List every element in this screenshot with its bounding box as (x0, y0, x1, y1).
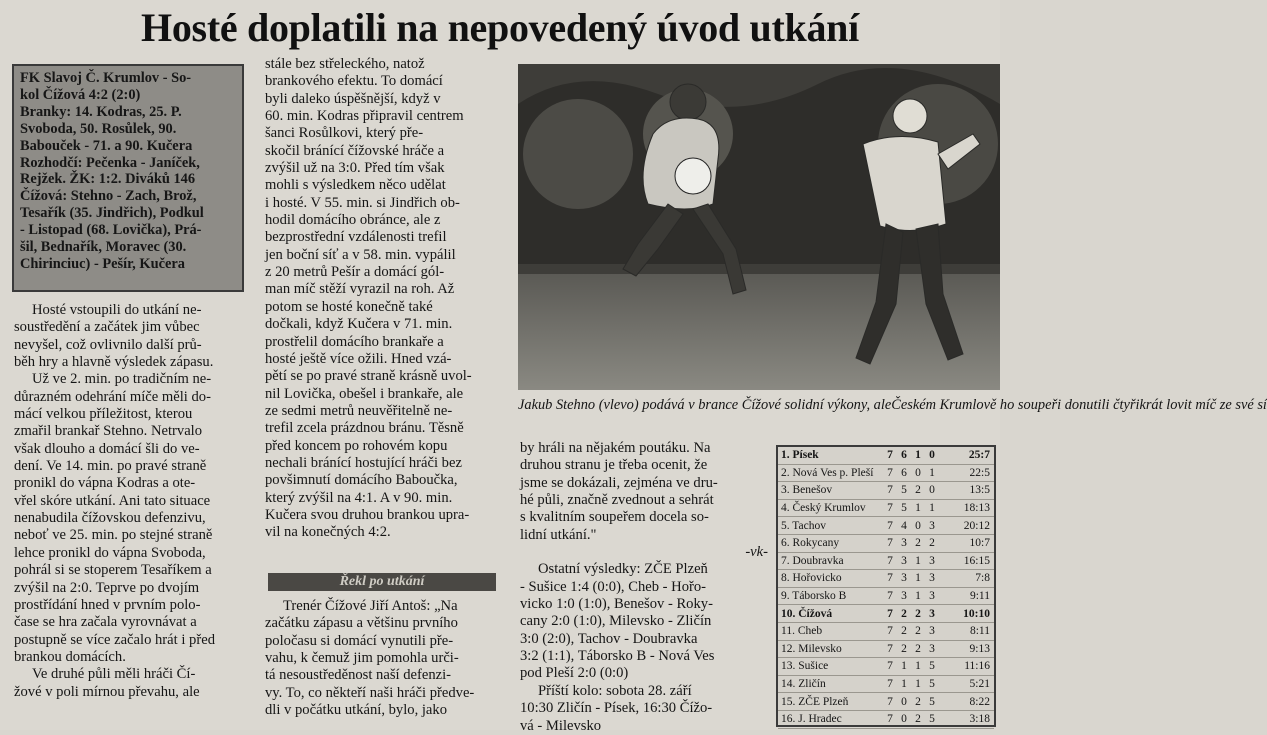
text-line: pod Pleší 2:0 (0:0) (520, 665, 629, 682)
text-line: zvýšil na 2:0. Teprve po dvojím (14, 579, 200, 596)
standings-cell-z: 7 (883, 640, 897, 658)
text-line: 3:0 (2:0), Tachov - Doubravka (520, 630, 698, 647)
league-standings-table (776, 445, 996, 727)
text-line: tá nesoustředěnost naší defenzi- (265, 667, 452, 684)
text-line: trefil zcela prázdnou bránu. Těsně (265, 420, 464, 437)
standings-cell-team: 2. Nová Ves p. Pleší (778, 464, 883, 482)
caption-line: Jakub Stehno (vlevo) podává v brance Čížové solidní výkony, ale (518, 397, 892, 413)
standings-cell-score: 11:16 (939, 658, 994, 676)
standings-cell-score: 18:13 (939, 499, 994, 517)
match-photo (518, 64, 1000, 390)
standings-cell-v: 0 (897, 710, 911, 728)
text-line: Už ve 2. min. po tradičním ne- (32, 371, 212, 388)
text-line: Příští kolo: sobota 28. září (538, 682, 692, 699)
standings-cell-z: 7 (883, 517, 897, 535)
text-line: potom se hosté konečně také (265, 298, 433, 315)
standings-cell-score: 10:10 (939, 605, 994, 623)
standings-cell-v: 1 (897, 675, 911, 693)
text-line: prostřelil domácího brankaře a (265, 333, 444, 350)
text-line: hé půli, značně zvednout a sehrát (520, 492, 714, 509)
standings-cell-score: 13:5 (939, 482, 994, 500)
text-line: který zvýšil na 4:1. A v 90. min. (265, 489, 453, 506)
text-line: brankou domácích. (14, 648, 126, 665)
info-line: Chirinciuc) - Pešír, Kučera (20, 255, 185, 272)
standings-row (778, 587, 994, 605)
article-column-2 (265, 56, 501, 542)
photo-caption (518, 396, 1267, 414)
text-line: stále bez střeleckého, natož (265, 56, 425, 72)
text-line: soustředění a začátek jim vůbec (14, 319, 200, 336)
text-line: pětí se po pravé straně krásně uvol- (265, 368, 472, 385)
text-line: začátku zápasu a většinu prvního (265, 615, 458, 632)
info-line: - Listopad (68. Lovička), Prá- (20, 222, 202, 239)
standings-cell-z: 7 (883, 447, 897, 464)
standings-cell-p: 3 (925, 640, 939, 658)
standings-cell-p: 0 (925, 482, 939, 500)
standings-cell-r: 2 (911, 605, 925, 623)
standings-cell-score: 25:7 (939, 447, 994, 464)
article-column-3 (520, 440, 768, 735)
text-line: povšimnutí domácího Baboučka, (265, 472, 458, 489)
text-line: neboť ve 25. min. po stejné straně (14, 527, 213, 544)
standings-cell-score: 22:5 (939, 464, 994, 482)
standings-cell-v: 2 (897, 640, 911, 658)
headline: Hosté doplatili na nepovedený úvod utkání (141, 5, 859, 50)
standings-cell-r: 1 (911, 552, 925, 570)
standings-cell-team: 6. Rokycany (778, 534, 883, 552)
standings-cell-score: 10:7 (939, 534, 994, 552)
text-line: ze sedmi metrů neuvěřitelně ne- (265, 402, 453, 419)
standings-cell-v: 6 (897, 464, 911, 482)
text-line: poločasu si domácí vynutili pře- (265, 632, 454, 649)
standings-cell-score: 3:18 (939, 710, 994, 728)
standings-cell-r: 2 (911, 693, 925, 711)
standings-cell-score: 8:22 (939, 693, 994, 711)
text-line: mohli s výsledkem něco udělat (265, 177, 446, 194)
text-line: brankového efektu. To domácí (265, 73, 443, 90)
standings-cell-team: 8. Hořovicko (778, 570, 883, 588)
standings-cell-team: 5. Tachov (778, 517, 883, 535)
standings-row (778, 499, 994, 517)
standings-cell-r: 1 (911, 675, 925, 693)
text-line: vil na konečných 4:2. (265, 524, 391, 541)
text-line: cany 2:0 (1:0), Milevsko - Zličín (520, 613, 712, 630)
standings-row (778, 534, 994, 552)
text-line: hodil domácího obránce, ale z (265, 212, 441, 229)
standings-cell-p: 3 (925, 552, 939, 570)
info-line: Čížová: Stehno - Zach, Brož, (20, 188, 197, 205)
standings-cell-z: 7 (883, 552, 897, 570)
standings-cell-team: 13. Sušice (778, 658, 883, 676)
text-line: jen boční síť a v 58. min. vypálil (265, 246, 456, 263)
text-line: z 20 metrů Pešír a domácí gól- (265, 264, 445, 281)
standings-row (778, 693, 994, 711)
standings-cell-v: 2 (897, 605, 911, 623)
text-line: nevyšel, což ovlivnilo další prů- (14, 336, 202, 353)
standings-cell-team: 4. Český Krumlov (778, 499, 883, 517)
info-line: Svoboda, 50. Rosůlek, 90. (20, 120, 177, 137)
standings-cell-p: 3 (925, 517, 939, 535)
standings-row (778, 570, 994, 588)
text-line: žové v poli mírnou převahu, ale (14, 683, 200, 700)
text-line: i hosté. V 55. min. si Jindřich ob- (265, 194, 460, 211)
standings-cell-r: 2 (911, 622, 925, 640)
match-info-box (12, 64, 244, 292)
standings-cell-team: 12. Milevsko (778, 640, 883, 658)
info-line: šil, Bednařík, Moravec (30. (20, 239, 187, 256)
text-line: důrazném odehrání míče měli do- (14, 388, 211, 405)
standings-cell-p: 5 (925, 675, 939, 693)
text-line: 10:30 Zličín - Písek, 16:30 Čížo- (520, 700, 713, 717)
standings-cell-r: 1 (911, 658, 925, 676)
standings-cell-v: 3 (897, 570, 911, 588)
standings-cell-p: 5 (925, 710, 939, 728)
standings-cell-team: 11. Cheb (778, 622, 883, 640)
text-line: postupně se více začalo hrát i před (14, 631, 215, 648)
text-line: lehce pronikl do vápna Svoboda, (14, 544, 206, 561)
standings-cell-v: 3 (897, 587, 911, 605)
standings-cell-z: 7 (883, 499, 897, 517)
standings-cell-p: 1 (925, 499, 939, 517)
text-line: nil Lovička, obešel i brankaře, ale (265, 385, 464, 402)
standings-cell-v: 3 (897, 552, 911, 570)
text-line: pronikl do vápna Kodras a ote- (14, 475, 196, 492)
standings-cell-r: 1 (911, 587, 925, 605)
info-line: Branky: 14. Kodras, 25. P. (20, 103, 182, 120)
standings-cell-p: 5 (925, 658, 939, 676)
text-line: by hráli na nějakém poutáku. Na (520, 440, 711, 456)
text-line: vicko 1:0 (1:0), Benešov - Roky- (520, 596, 713, 613)
standings-cell-r: 2 (911, 482, 925, 500)
text-line: zvýšil už na 3:0. Před tím však (265, 160, 445, 177)
text-line: běh hry a hlavně výsledek zápasu. (14, 354, 214, 371)
standings-cell-v: 3 (897, 534, 911, 552)
text-line: Ostatní výsledky: ZČE Plzeň (538, 561, 708, 578)
standings-row (778, 482, 994, 500)
info-line: Rejžek. ŽK: 1:2. Diváků 146 (20, 171, 196, 188)
standings-cell-r: 1 (911, 447, 925, 464)
text-line: jsme se dokázali, zejména ve dru- (520, 474, 718, 491)
standings-cell-score: 5:21 (939, 675, 994, 693)
standings-row (778, 552, 994, 570)
standings-row (778, 675, 994, 693)
standings-cell-v: 2 (897, 622, 911, 640)
text-line: dočkali, když Kučera v 71. min. (265, 316, 453, 333)
text-line: Hosté vstoupili do utkání ne- (32, 302, 202, 318)
text-line: nenabudila čížovskou defenzivu, (14, 510, 206, 527)
text-line: byli daleko úspěšnější, když v (265, 90, 441, 107)
standings-row (778, 640, 994, 658)
text-line: bezprostřední vzdálenosti trefil (265, 229, 447, 246)
text-line: pohrál si se stoperem Tesaříkem a (14, 562, 212, 579)
standings-cell-team: 3. Benešov (778, 482, 883, 500)
standings-cell-z: 7 (883, 605, 897, 623)
text-line: lidní utkání." (520, 526, 597, 543)
text-line: s kvalitním soupeřem docela so- (520, 509, 709, 526)
standings-row (778, 658, 994, 676)
standings-cell-score: 8:11 (939, 622, 994, 640)
standings-cell-p: 3 (925, 570, 939, 588)
text-line: však dlouho a domácí šli do ve- (14, 440, 200, 457)
article-column-1 (14, 302, 246, 701)
text-line: 3:2 (1:1), Táborsko B - Nová Ves (520, 648, 715, 665)
standings-cell-p: 1 (925, 464, 939, 482)
text-line: 60. min. Kodras připravil centrem (265, 108, 464, 125)
info-line: Babouček - 71. a 90. Kučera (20, 137, 193, 154)
standings-cell-team: 9. Táborsko B (778, 587, 883, 605)
standings-cell-p: 5 (925, 693, 939, 711)
standings-cell-p: 3 (925, 622, 939, 640)
standings-cell-score: 9:11 (939, 587, 994, 605)
text-line: skočil bránící čížovské hráče a (265, 142, 445, 159)
text-line: šanci Rosůlkovi, který pře- (265, 125, 424, 142)
standings-cell-score: 9:13 (939, 640, 994, 658)
text-line: Trenér Čížové Jiří Antoš: „Na (283, 598, 458, 614)
standings-cell-r: 2 (911, 534, 925, 552)
standings-row (778, 622, 994, 640)
standings-cell-v: 4 (897, 517, 911, 535)
text-line: prostřídání hned v prvním polo- (14, 596, 201, 613)
info-line: Tesařík (35. Jindřich), Podkul (20, 205, 204, 222)
standings-row (778, 605, 994, 623)
standings-cell-r: 0 (911, 517, 925, 535)
standings-cell-team: 10. Čížová (778, 605, 883, 623)
section-header-rekl: Řekl po utkání (268, 573, 496, 591)
text-line: vahu, k čemuž jim pomohla urči- (265, 650, 459, 667)
text-line: zmařil brankař Stehno. Netrvalo (14, 423, 203, 440)
standings-cell-r: 0 (911, 464, 925, 482)
standings-cell-v: 5 (897, 499, 911, 517)
text-line: druhou stranu je třeba ocenit, že (520, 457, 708, 474)
text-line: dení. Ve 14. min. po pravé straně (14, 458, 207, 475)
standings-cell-z: 7 (883, 675, 897, 693)
standings-cell-z: 7 (883, 482, 897, 500)
standings-cell-v: 0 (897, 693, 911, 711)
text-line: před koncem po rohovém kopu (265, 437, 448, 454)
standings-row (778, 710, 994, 728)
standings-cell-z: 7 (883, 710, 897, 728)
standings-cell-score: 7:8 (939, 570, 994, 588)
standings-cell-p: 0 (925, 447, 939, 464)
standings-cell-z: 7 (883, 658, 897, 676)
text-line: vá - Milevsko (520, 717, 602, 734)
standings-cell-p: 3 (925, 605, 939, 623)
standings-cell-z: 7 (883, 587, 897, 605)
standings-cell-z: 7 (883, 622, 897, 640)
standings-cell-z: 7 (883, 464, 897, 482)
standings-cell-r: 2 (911, 710, 925, 728)
text-line: dli v počátku utkání, bylo, jako (265, 702, 447, 719)
standings-cell-z: 7 (883, 534, 897, 552)
info-line: FK Slavoj Č. Krumlov - So- (20, 70, 192, 86)
text-line: Ve druhé půli měli hráči Čí- (32, 666, 196, 683)
text-line: Kučera svou druhou brankou upra- (265, 506, 470, 523)
standings-cell-team: 14. Zličín (778, 675, 883, 693)
text-line: nechali bránící hostující hráči bez (265, 454, 462, 471)
info-line: Rozhodčí: Pečenka - Janíček, (20, 154, 200, 171)
caption-line: Českém Krumlově ho soupeři donutili čtyřikrát lovit míč ze své sí (891, 397, 1267, 413)
standings-cell-team: 7. Doubravka (778, 552, 883, 570)
standings-cell-z: 7 (883, 570, 897, 588)
text-line: mácí velkou příležitost, kterou (14, 406, 193, 423)
standings-cell-score: 20:12 (939, 517, 994, 535)
standings-cell-p: 2 (925, 534, 939, 552)
text-line: vy. To, co někteří naši hráči předve- (265, 684, 475, 701)
standings-cell-team: 15. ZČE Plzeň (778, 693, 883, 711)
standings-row (778, 517, 994, 535)
standings-cell-p: 3 (925, 587, 939, 605)
text-line: - Sušice 1:4 (0:0), Cheb - Hořo- (520, 578, 707, 595)
coach-quote (265, 598, 501, 719)
standings-cell-team: 1. Písek (778, 447, 883, 464)
standings-cell-v: 5 (897, 482, 911, 500)
standings-cell-r: 2 (911, 640, 925, 658)
standings-cell-v: 6 (897, 447, 911, 464)
photo-illustration (518, 64, 1000, 390)
text-line: čase se hra začala vyrovnávat a (14, 614, 197, 631)
text-line: hosté ještě více ožili. Hned vzá- (265, 350, 452, 367)
standings-cell-team: 16. J. Hradec (778, 710, 883, 728)
standings-cell-z: 7 (883, 693, 897, 711)
standings-cell-v: 1 (897, 658, 911, 676)
standings-row (778, 464, 994, 482)
standings-cell-r: 1 (911, 499, 925, 517)
info-line: kol Čížová 4:2 (2:0) (20, 86, 141, 103)
standings-cell-score: 16:15 (939, 552, 994, 570)
text-line: man míč stěží vyrazil na roh. Až (265, 281, 455, 298)
text-line: -vk- (745, 544, 768, 561)
standings-row (778, 447, 994, 464)
text-line: vřel skóre utkání. Ani tato situace (14, 492, 211, 509)
standings-cell-r: 1 (911, 570, 925, 588)
